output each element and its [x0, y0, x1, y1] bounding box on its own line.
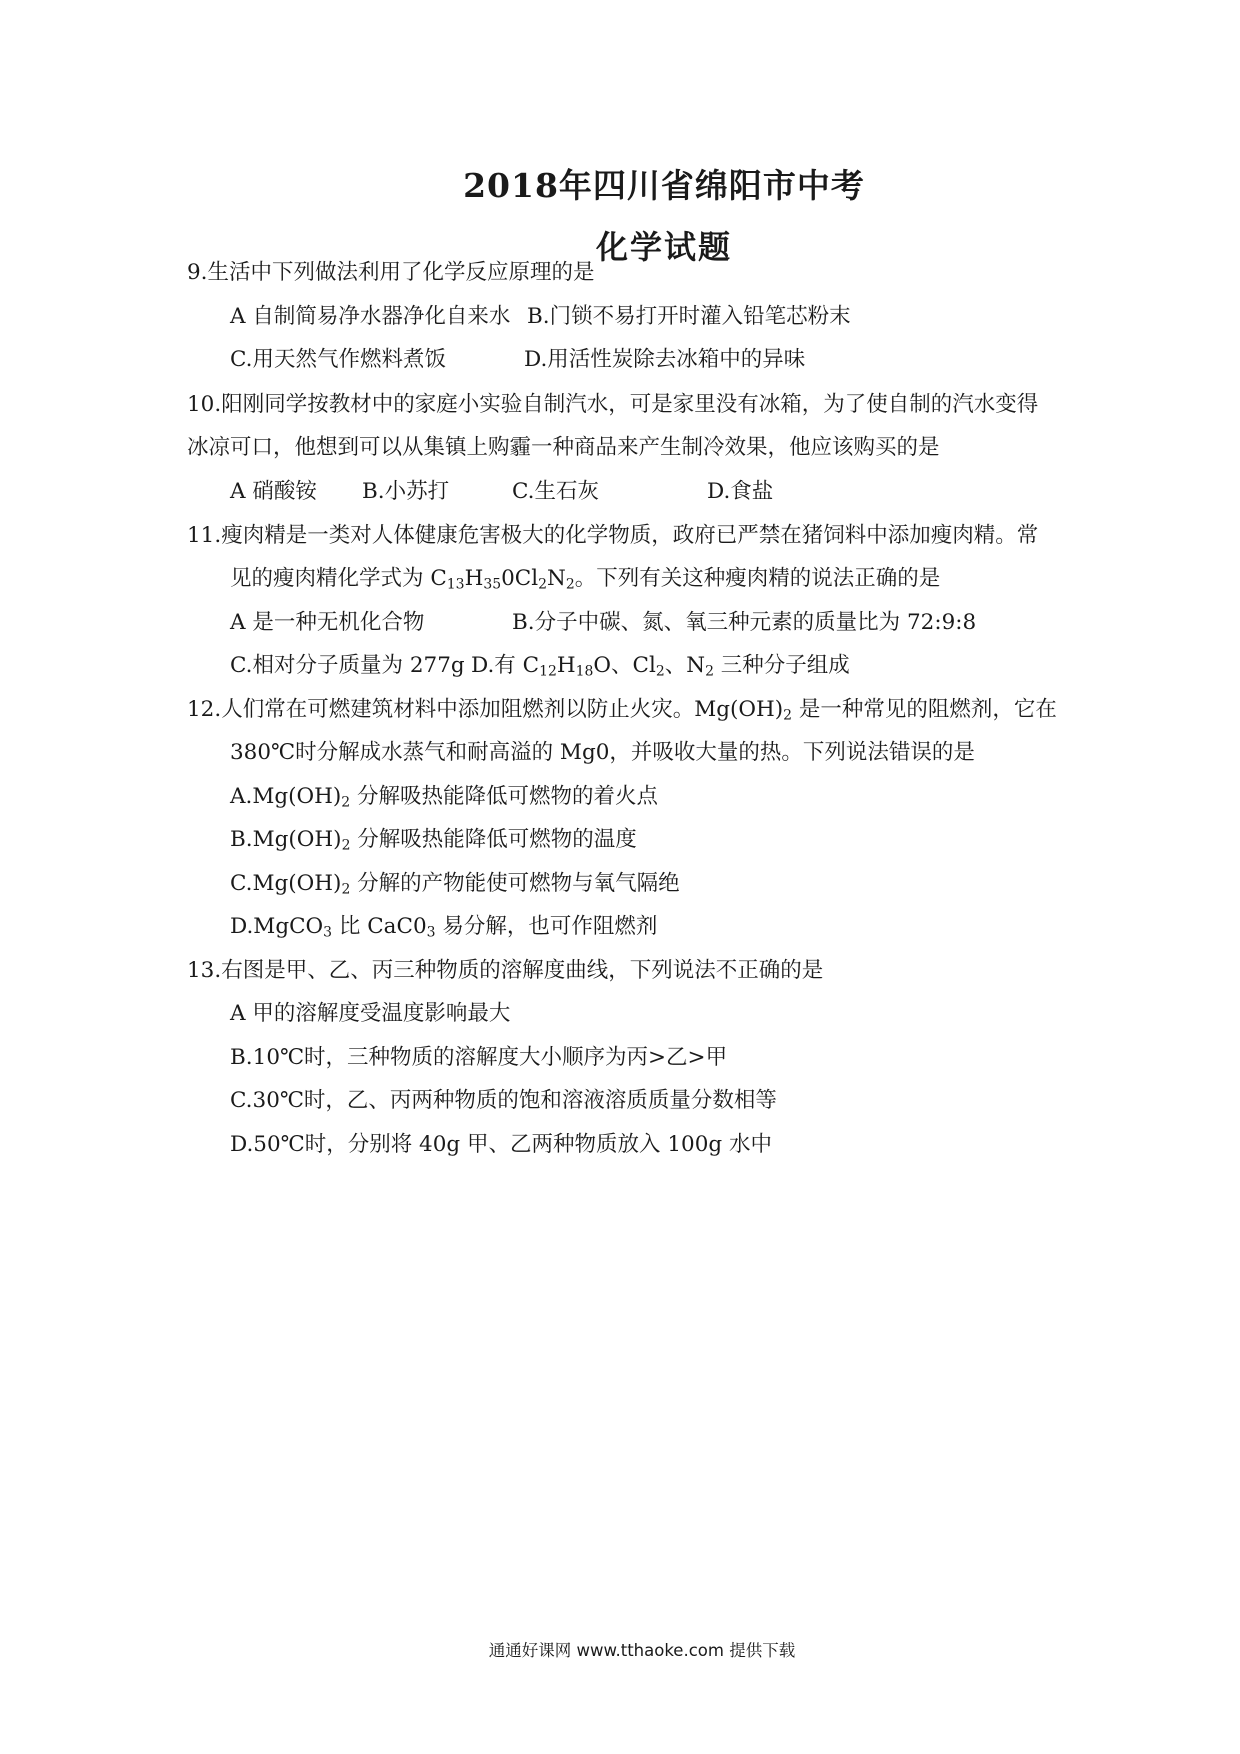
question-9-option-a: A 自制简易净水器净化自来水: [230, 304, 511, 329]
subscript: 18: [575, 663, 594, 680]
question-10-option-b: B.小苏打: [362, 479, 450, 504]
question-10-stem-line-2: 冰凉可口，他想到可以从集镇上购霾一种商品来产生制冷效果，他应该购买的是: [187, 435, 940, 460]
question-11-option-d: [471, 651, 850, 681]
subscript: 3: [323, 924, 333, 941]
formula-text: A.Mg(OH): [230, 784, 342, 809]
subscript: 12: [539, 663, 557, 680]
question-13-option-a: A 甲的溶解度受温度影响最大: [230, 1001, 511, 1026]
subscript: 2: [655, 663, 665, 680]
option-text: 分解吸热能降低可燃物的温度: [350, 827, 637, 852]
subscript: 13: [446, 576, 465, 593]
subscript: 2: [341, 881, 351, 898]
question-9-stem: 9.生活中下列做法利用了化学反应原理的是: [187, 260, 595, 285]
question-12-stem-line-1: [187, 695, 1057, 725]
formula-text: D.MgCO: [230, 914, 324, 939]
formula-text: H: [556, 653, 576, 678]
question-10-stem-line-1: 10.阳刚同学按教材中的家庭小实验自制汽水，可是家里没有冰箱，为了使自制的汽水变得: [187, 392, 1039, 417]
subscript: 2: [341, 794, 351, 811]
question-11-stem-line-1: 11.瘦肉精是一类对人体健康危害极大的化学物质，政府已严禁在猪饲料中添加瘦肉精。常: [187, 523, 1039, 548]
subscript: 2: [538, 576, 548, 593]
question-13-stem: 13.右图是甲、乙、丙三种物质的溶解度曲线，下列说法不正确的是: [187, 958, 824, 983]
stem-text: 12.人们常在可燃建筑材料中添加阻燃剂以防止火灾。Mg(OH): [187, 697, 784, 722]
formula-text: 见的瘦肉精化学式为 C: [230, 566, 447, 591]
option-text: 三种分子组成: [713, 653, 850, 678]
question-11-stem-line-2: [230, 564, 940, 594]
question-10-option-a: A 硝酸铵: [230, 479, 317, 504]
question-11-option-a: A 是一种无机化合物: [230, 610, 425, 635]
exam-title: 2018年四川省绵阳市中考: [463, 166, 865, 205]
formula-text: 、N: [664, 653, 706, 678]
subscript: 3: [426, 924, 436, 941]
question-13-option-c: C.30℃时，乙、丙两种物质的饱和溶液溶质质量分数相等: [230, 1088, 777, 1113]
question-11-option-b: B.分子中碳、氮、氧三种元素的质量比为 72:9:8: [512, 610, 977, 635]
formula-text: O、Cl: [593, 653, 656, 678]
question-12-option-a: [230, 782, 658, 812]
option-text: 分解吸热能降低可燃物的着火点: [350, 784, 659, 809]
subscript: 2: [783, 707, 793, 724]
stem-text: 。下列有关这种瘦肉精的说法正确的是: [574, 566, 941, 591]
subscript: 2: [705, 663, 714, 680]
subscript: 2: [565, 576, 575, 593]
formula-text: 比 CaC0: [332, 914, 427, 939]
question-9-option-b: B.门锁不易打开时灌入铅笔芯粉末: [527, 304, 851, 329]
subscript: 35: [483, 576, 502, 593]
formula-text: B.Mg(OH): [230, 827, 342, 852]
exam-subtitle: 化学试题: [595, 228, 732, 266]
question-13-option-d: D.50℃时，分别将 40g 甲、乙两种物质放入 100g 水中: [230, 1132, 772, 1157]
question-10-option-c: C.生石灰: [512, 479, 600, 504]
option-text: 易分解，也可作阻燃剂: [435, 914, 658, 939]
question-11-option-c: C.相对分子质量为 277g: [230, 653, 465, 678]
formula-text: 0Cl: [501, 566, 539, 591]
formula-text: C.Mg(OH): [230, 871, 342, 896]
formula-text: N: [547, 566, 566, 591]
question-9-option-c: C.用天然气作燃料煮饭: [230, 347, 447, 372]
subscript: 2: [341, 837, 351, 854]
formula-text: D.有 C: [471, 653, 540, 678]
question-13-option-b: B.10℃时，三种物质的溶解度大小顺序为丙>乙>甲: [230, 1045, 728, 1070]
question-9-option-d: D.用活性炭除去冰箱中的异味: [524, 347, 806, 372]
formula-text: H: [464, 566, 484, 591]
footer-credit: 通通好课网 www.tthaoke.com 提供下载: [488, 1641, 796, 1660]
question-12-option-d: [230, 912, 657, 942]
stem-text: 是一种常见的阻燃剂，它在: [792, 697, 1057, 722]
question-12-option-c: [230, 869, 680, 899]
option-text: 分解的产物能使可燃物与氧气隔绝: [350, 871, 680, 896]
question-10-option-d: D.食盐: [707, 479, 774, 504]
question-12-stem-line-2: 380℃时分解成水蒸气和耐高溢的 Mg0，并吸收大量的热。下列说法错误的是: [230, 740, 975, 765]
question-12-option-b: [230, 825, 637, 855]
